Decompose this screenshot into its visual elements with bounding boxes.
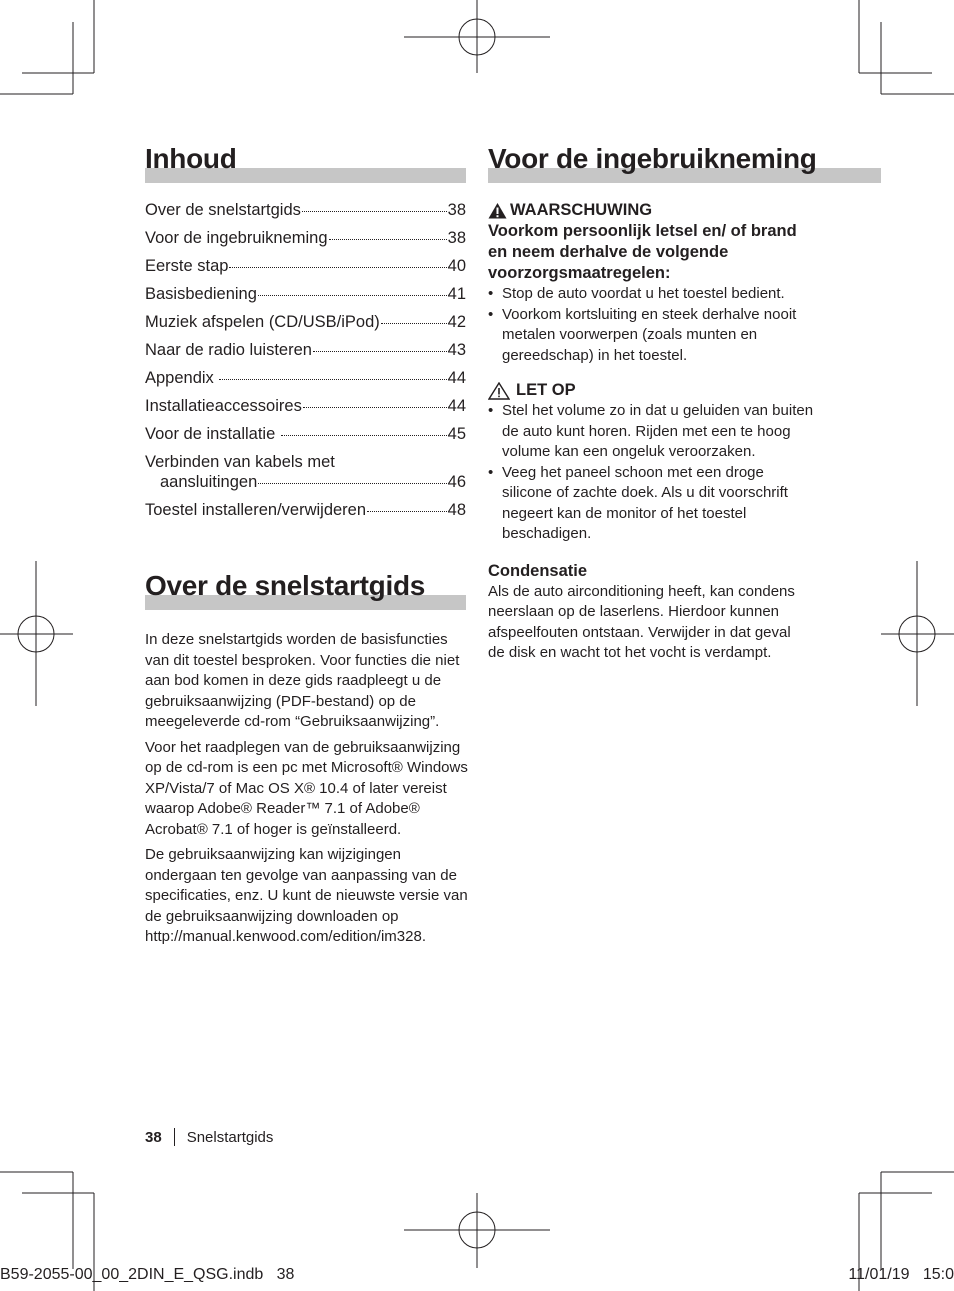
toc-entry-page: 42 bbox=[447, 313, 466, 331]
guide-paragraph: In deze snelstartgids worden de basisfuncties van dit toestel besproken. Voor functies die niet aan bod komen in deze gids raadpleegt u de gebruiksaanwijzing (PDF-bestand) op de meegeleverde cd-rom “Gebruiksaanwijzing”. bbox=[145, 631, 460, 730]
caution-bullet bbox=[488, 401, 818, 463]
toc-leader bbox=[302, 211, 447, 212]
toc-entry-page: 40 bbox=[447, 257, 466, 275]
guide-heading-text: Over de snelstartgids bbox=[145, 570, 426, 601]
warning-icon bbox=[488, 202, 507, 219]
bullet-dot: • bbox=[488, 285, 494, 302]
footer-divider bbox=[174, 1128, 175, 1146]
toc-entry-title: Voor de ingebruikneming bbox=[145, 229, 328, 247]
toc-leader bbox=[313, 351, 447, 352]
toc-entry-title: Basisbediening bbox=[145, 285, 257, 303]
toc-entry[interactable] bbox=[145, 424, 466, 444]
guide-paragraph: De gebruiksaanwijzing kan wijzigingen ondergaan ten gevolge van aanpassing van de specificaties, enz. U kunt de nieuwste versie van de gebruiksaanwijzing downloaden op http://manual.kenwood.com/edition/im328. bbox=[145, 846, 468, 945]
print-slug-file: B59-2055-00_00_2DIN_E_QSG.indb 38 bbox=[0, 1266, 295, 1283]
toc-leader bbox=[219, 379, 446, 380]
toc-leader bbox=[281, 435, 447, 436]
precautions-heading bbox=[488, 142, 881, 182]
guide-heading bbox=[145, 569, 466, 609]
warning-label: WAARSCHUWING bbox=[510, 201, 653, 219]
toc-entry[interactable] bbox=[145, 200, 466, 220]
condensation-text: Als de auto airconditioning heeft, kan condens neerslaan op de laserlens. Hierdoor kunnen afspeelfouten ontstaan. Verwijder in dat geval de disk en wacht tot het vocht is verdampt. bbox=[488, 582, 795, 661]
toc-entry[interactable] bbox=[145, 368, 466, 388]
toc-entry[interactable] bbox=[145, 256, 466, 276]
guide-body bbox=[145, 630, 470, 953]
caution-icon bbox=[488, 382, 510, 400]
caution-header bbox=[488, 380, 818, 401]
toc-entry-page: 45 bbox=[447, 425, 466, 443]
toc-leader bbox=[258, 295, 447, 296]
precautions-body bbox=[488, 200, 818, 669]
toc-entry-page: 38 bbox=[447, 229, 466, 247]
toc-entry-title: Eerste stap bbox=[145, 257, 229, 275]
toc-leader bbox=[329, 239, 447, 240]
toc-entry[interactable] bbox=[145, 284, 466, 304]
table-of-contents bbox=[145, 200, 466, 528]
print-slug-date: 11/01/19 15:0 bbox=[848, 1266, 954, 1283]
footer-section: Snelstartgids bbox=[186, 1128, 274, 1146]
toc-leader bbox=[258, 483, 446, 484]
toc-entry-title: aansluitingen bbox=[160, 473, 258, 491]
toc-heading-text: Inhoud bbox=[145, 143, 237, 174]
page-number: 38 bbox=[145, 1128, 162, 1146]
toc-entry[interactable] bbox=[145, 452, 466, 492]
toc-heading bbox=[145, 142, 466, 182]
toc-entry-page: 38 bbox=[447, 201, 466, 219]
toc-leader bbox=[381, 323, 447, 324]
bullet-dot: • bbox=[488, 305, 494, 323]
warning-bullet-text: Voorkom kortsluiting en steek derhalve nooit metalen voorwerpen (zoals munten en gereedschap) in het toestel. bbox=[502, 305, 797, 364]
caution-bullet bbox=[488, 463, 818, 545]
warning-title: Voorkom persoonlijk letsel en/ of brand en neem derhalve de volgende voorzorgsmaatregelen: bbox=[488, 222, 797, 282]
toc-leader bbox=[303, 407, 447, 408]
bullet-dot: • bbox=[488, 463, 494, 481]
caution-bullet-text: Veeg het paneel schoon met een droge silicone of zachte doek. Als u dit voorschrift negeert kan de monitor of het toestel beschadigen. bbox=[502, 463, 788, 542]
warning-bullet bbox=[488, 284, 818, 305]
toc-entry[interactable] bbox=[145, 396, 466, 416]
toc-leader bbox=[367, 511, 447, 512]
toc-entry-title: Installatieaccessoires bbox=[145, 397, 302, 415]
guide-paragraph: Voor het raadplegen van de gebruiksaanwijzing op de cd-rom is een pc met Microsoft® Windows XP/Vista/7 of Mac OS X® 10.4 of later vereist waarop Adobe® Reader™ 7.1 of Adobe® Acrobat® 7.1 of hoger is geïnstalleerd. bbox=[145, 738, 468, 838]
toc-entry-page: 43 bbox=[447, 341, 466, 359]
page-footer bbox=[145, 1128, 273, 1146]
toc-entry-title: Over de snelstartgids bbox=[145, 201, 301, 219]
toc-entry[interactable] bbox=[145, 500, 466, 520]
toc-entry[interactable] bbox=[145, 312, 466, 332]
toc-entry[interactable] bbox=[145, 340, 466, 360]
toc-entry[interactable] bbox=[145, 228, 466, 248]
warning-bullet bbox=[488, 305, 818, 367]
toc-entry-title: Voor de installatie bbox=[145, 425, 280, 443]
precautions-heading-text: Voor de ingebruikneming bbox=[488, 143, 817, 174]
condensation-heading: Condensatie bbox=[488, 561, 588, 580]
toc-entry-title: Muziek afspelen (CD/USB/iPod) bbox=[145, 313, 380, 331]
toc-entry-title-line1: Verbinden van kabels met bbox=[145, 453, 335, 471]
toc-entry-page: 46 bbox=[447, 473, 466, 491]
toc-entry-page: 44 bbox=[447, 369, 466, 387]
toc-entry-page: 48 bbox=[447, 501, 466, 519]
warning-header bbox=[488, 200, 818, 221]
toc-leader bbox=[229, 267, 446, 268]
caution-label: LET OP bbox=[516, 381, 576, 399]
toc-entry-title: Appendix bbox=[145, 369, 219, 387]
toc-entry-title: Naar de radio luisteren bbox=[145, 341, 312, 359]
toc-entry-page: 44 bbox=[447, 397, 466, 415]
bullet-dot: • bbox=[488, 402, 494, 419]
toc-entry-title: Toestel installeren/verwijderen bbox=[145, 501, 367, 519]
warning-bullet-text: Stop de auto voordat u het toestel bedient. bbox=[502, 285, 785, 302]
caution-bullet-text: Stel het volume zo in dat u geluiden van buiten de auto kunt horen. Rijden met een te hoog volume kan een ongeluk veroorzaken. bbox=[502, 402, 814, 460]
toc-entry-page: 41 bbox=[447, 285, 466, 303]
